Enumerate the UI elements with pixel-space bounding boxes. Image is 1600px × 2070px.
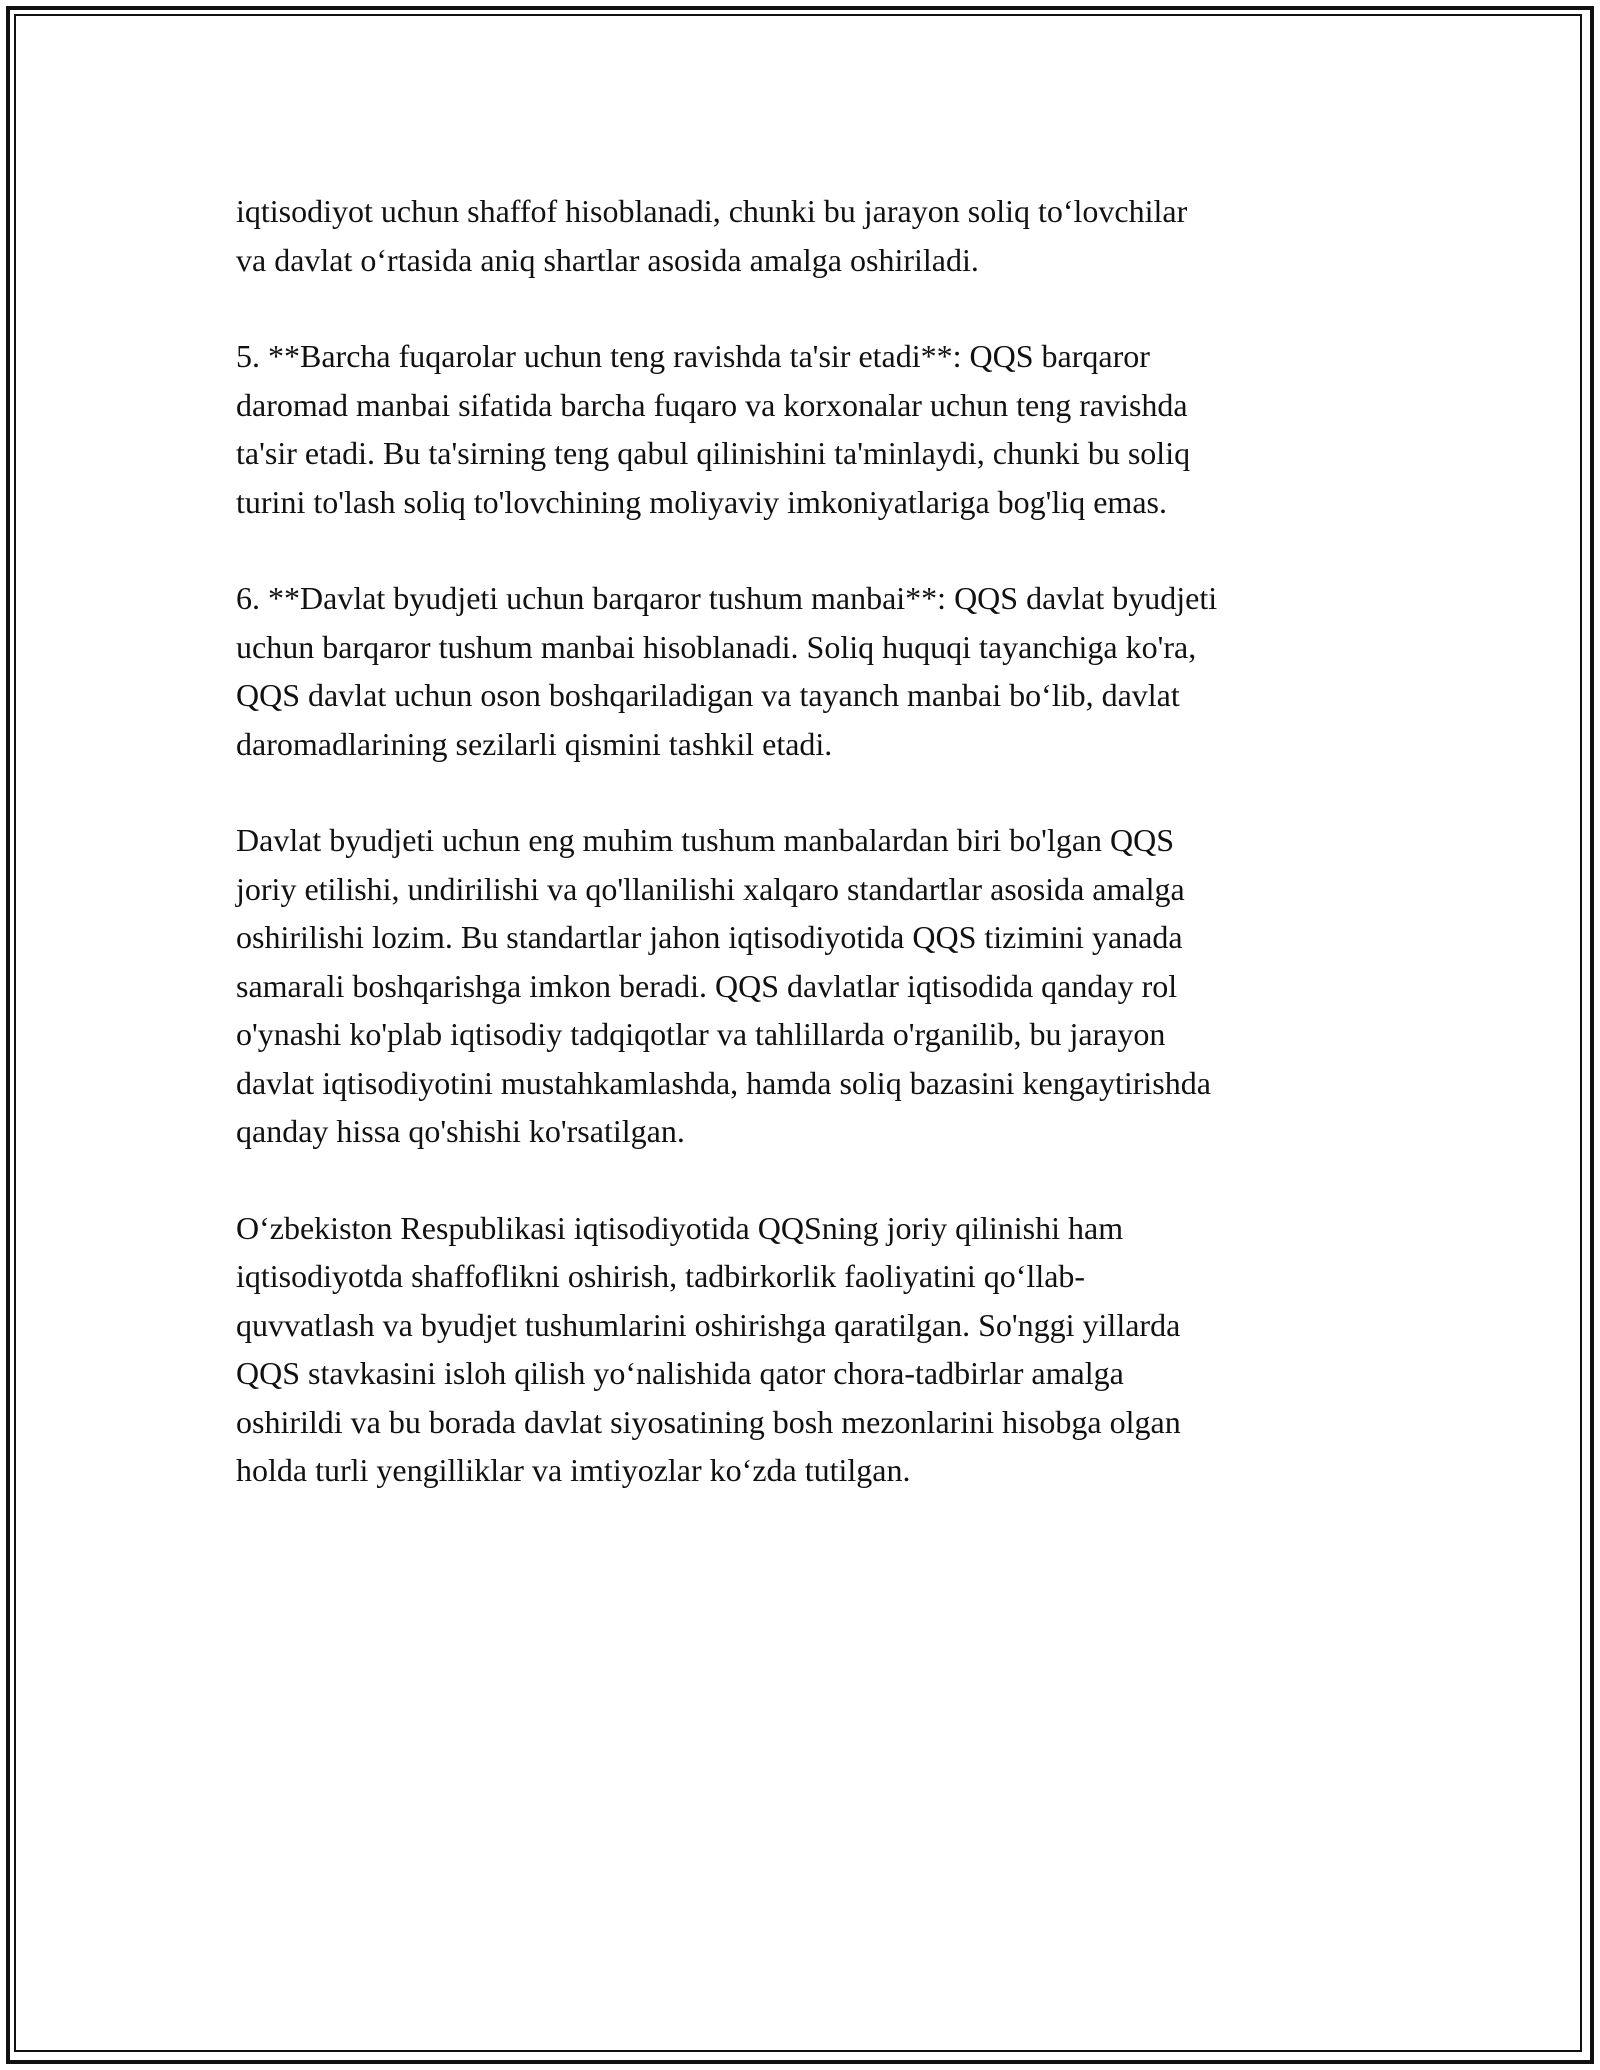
text-line: oshirildi va bu borada davlat siyosatining bosh mezonlarini hisobga olgan <box>236 1403 1181 1440</box>
text-line: 6. **Davlat byudjeti uchun barqaror tushum manbai**: QQS davlat byudjeti <box>236 580 1218 616</box>
paragraph-1 <box>236 187 1376 284</box>
text-line: QQS stavkasini isloh qilish yo‘nalishida qator chora-tadbirlar amalga <box>236 1355 1124 1391</box>
text-line: O‘zbekiston Respublikasi iqtisodiyotida QQSning joriy qilinishi ham <box>236 1209 1124 1246</box>
text-line: samarali boshqarishga imkon beradi. QQS davlatlar iqtisodida qanday rol <box>236 967 1178 1004</box>
text-line: uchun barqaror tushum manbai hisoblanadi. Soliq huquqi tayanchiga ko'ra, <box>236 628 1197 665</box>
text-line: iqtisodiyotda shaffoflikni oshirish, tadbirkorlik faoliyatini qo‘llab- <box>236 1258 1086 1294</box>
text-line: holda turli yengilliklar va imtiyozlar ko‘zda tutilgan. <box>236 1452 911 1488</box>
text-line: 5. **Barcha fuqarolar uchun teng ravishda ta'sir etadi**: QQS barqaror <box>236 338 1150 374</box>
text-line: daromadlarining sezilarli qismini tashkil etadi. <box>236 725 833 762</box>
text-line: quvvatlash va byudjet tushumlarini oshirishga qaratilgan. So'nggi yillarda <box>236 1306 1181 1343</box>
paragraph-2 <box>236 332 1376 526</box>
text-line: qanday hissa qo'shishi ko'rsatilgan. <box>236 1113 685 1149</box>
text-line: iqtisodiyot uchun shaffof hisoblanadi, chunki bu jarayon soliq to‘lovchilar <box>236 193 1188 229</box>
text-line: va davlat o‘rtasida aniq shartlar asosida amalga oshiriladi. <box>236 241 979 278</box>
text-line: Davlat byudjeti uchun eng muhim tushum manbalardan biri bo'lgan QQS <box>236 822 1175 858</box>
text-line: o'ynashi ko'plab iqtisodiy tadqiqotlar va tahlillarda o'rganilib, bu jarayon <box>236 1016 1166 1052</box>
paragraph-5 <box>236 1204 1376 1495</box>
text-line: daromad manbai sifatida barcha fuqaro va korxonalar uchun teng ravishda <box>236 386 1188 423</box>
text-line: davlat iqtisodiyotini mustahkamlashda, hamda soliq bazasini kengaytirishda <box>236 1064 1211 1101</box>
text-line: ta'sir etadi. Bu ta'sirning teng qabul qilinishini ta'minlaydi, chunki bu soliq <box>236 435 1191 471</box>
text-line: joriy etilishi, undirilishi va qo'llanilishi xalqaro standartlar asosida amalga <box>236 870 1185 907</box>
text-line: oshirilishi lozim. Bu standartlar jahon iqtisodiyotida QQS tizimini yanada <box>236 919 1183 955</box>
text-line: QQS davlat uchun oson boshqariladigan va tayanch manbai bo‘lib, davlat <box>236 677 1180 713</box>
document-body <box>236 187 1376 1543</box>
paragraph-4 <box>236 816 1376 1156</box>
paragraph-3 <box>236 574 1376 768</box>
text-line: turini to'lash soliq to'lovchining moliyaviy imkoniyatlariga bog'liq emas. <box>236 483 1167 520</box>
